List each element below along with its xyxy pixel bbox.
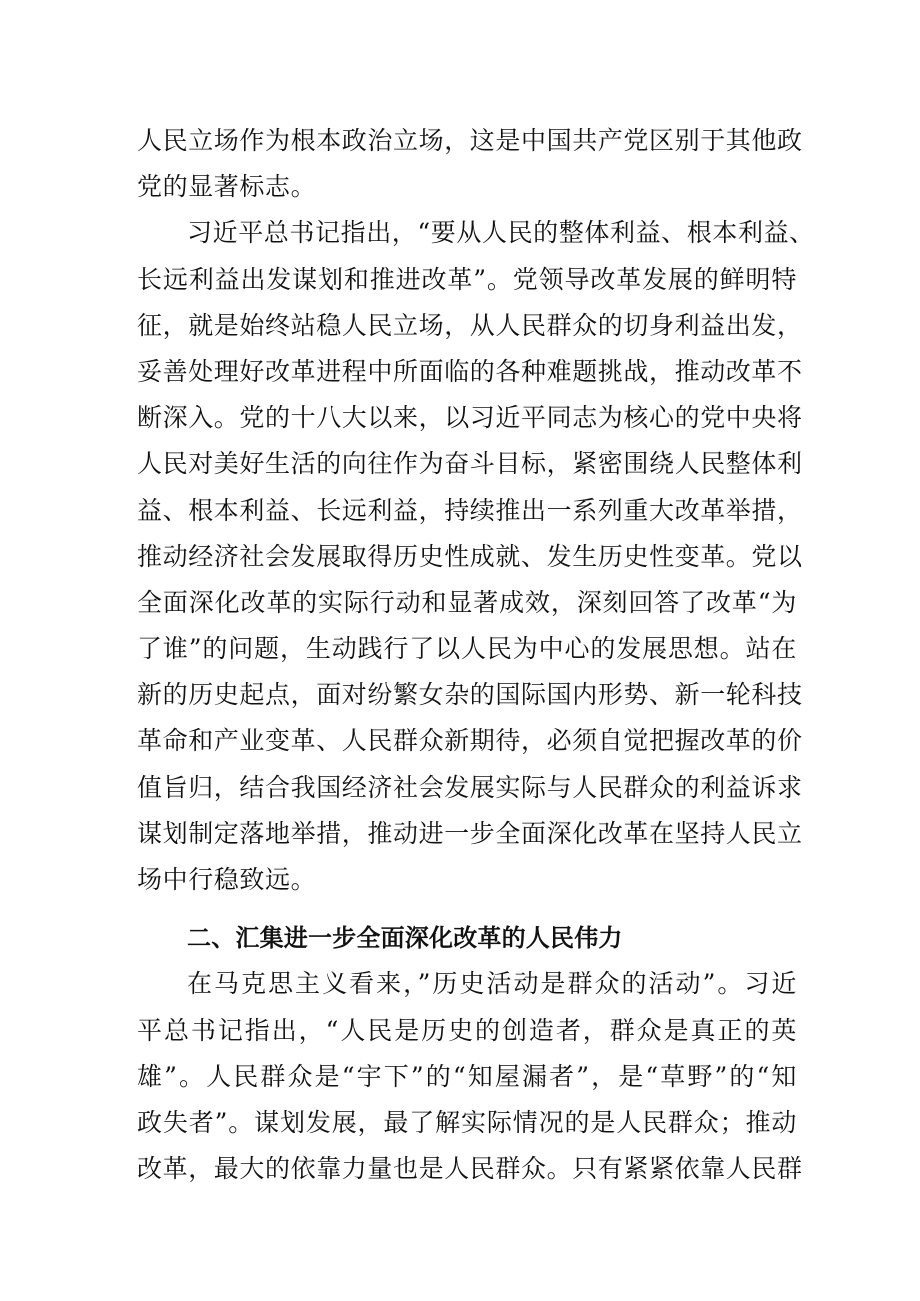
paragraph-line: 全面深化改革的实际行动和显著成效，深刻回答了改革“为 [137,587,797,617]
paragraph-line: 改革，最大的依靠力量也是人民群众。只有紧紧依靠人民群 [137,1154,803,1184]
paragraph-line: 习近平总书记指出，“要从人民的整体利益、根本利益、 [187,218,815,248]
paragraph-2 [137,210,815,903]
paragraph-line: 场中行稳致远。 [137,865,317,894]
paragraph-3 [137,961,803,1192]
document-body [137,118,815,1192]
paragraph-line: 断深入。党的十八大以来，以习近平同志为核心的党中央将 [137,403,803,433]
paragraph-line: 政失者”。谋划发展，最了解实际情况的是人民群众；推动 [137,1107,797,1137]
section-gap [137,903,797,915]
section-heading: 二、汇集进一步全面深化改革的人民伟力 [187,924,623,953]
paragraph-line: 平总书记指出，“人民是历史的创造者，群众是真正的英 [137,1015,797,1045]
paragraph-line: 新的历史起点，面对纷繁女杂的国际国内形势、新一轮科技 [137,680,803,710]
paragraph-line: 人民立场作为根本政治立场，这是中国共产党区别于其他政 [137,126,803,155]
paragraph-line: 值旨归，结合我国经济社会发展实际与人民群众的利益诉求 [137,772,803,802]
paragraph-line: 推动经济社会发展取得历史性成就、发生历史性变革。党以 [137,541,803,571]
paragraph-line: 革命和产业变革、人民群众新期待，必须自觉把握改革的价 [137,726,803,756]
paragraph-line: 了谁”的问题，生动践行了以人民为中心的发展思想。站在 [137,634,797,664]
paragraph-line: 谋划制定落地举措，推动进一步全面深化改革在坚持人民立 [137,818,803,848]
paragraph-line: 妥善处理好改革进程中所面临的各种难题挑战，推动改革不 [137,356,803,386]
paragraph-line: 征，就是始终站稳人民立场，从人民群众的切身利益出发， [137,310,803,340]
paragraph-line: 人民对美好生活的向往作为奋斗目标，紧密围绕人民整体利 [137,449,803,479]
paragraph-1 [137,118,803,210]
paragraph-line: 在马克思主义看来，”历史活动是群众的活动”。习近 [187,969,797,999]
paragraph-line: 益、根本利益、长远利益，持续推出一系列重大改革举措， [137,495,803,525]
paragraph-line: 党的显著标志。 [137,172,317,202]
paragraph-line: 长远利益出发谋划和推进改革”。党领导改革发展的鲜明特 [137,264,797,294]
paragraph-line: 雄”。人民群众是“宇下”的“知屋漏者”，是“草野”的“知 [137,1061,797,1091]
